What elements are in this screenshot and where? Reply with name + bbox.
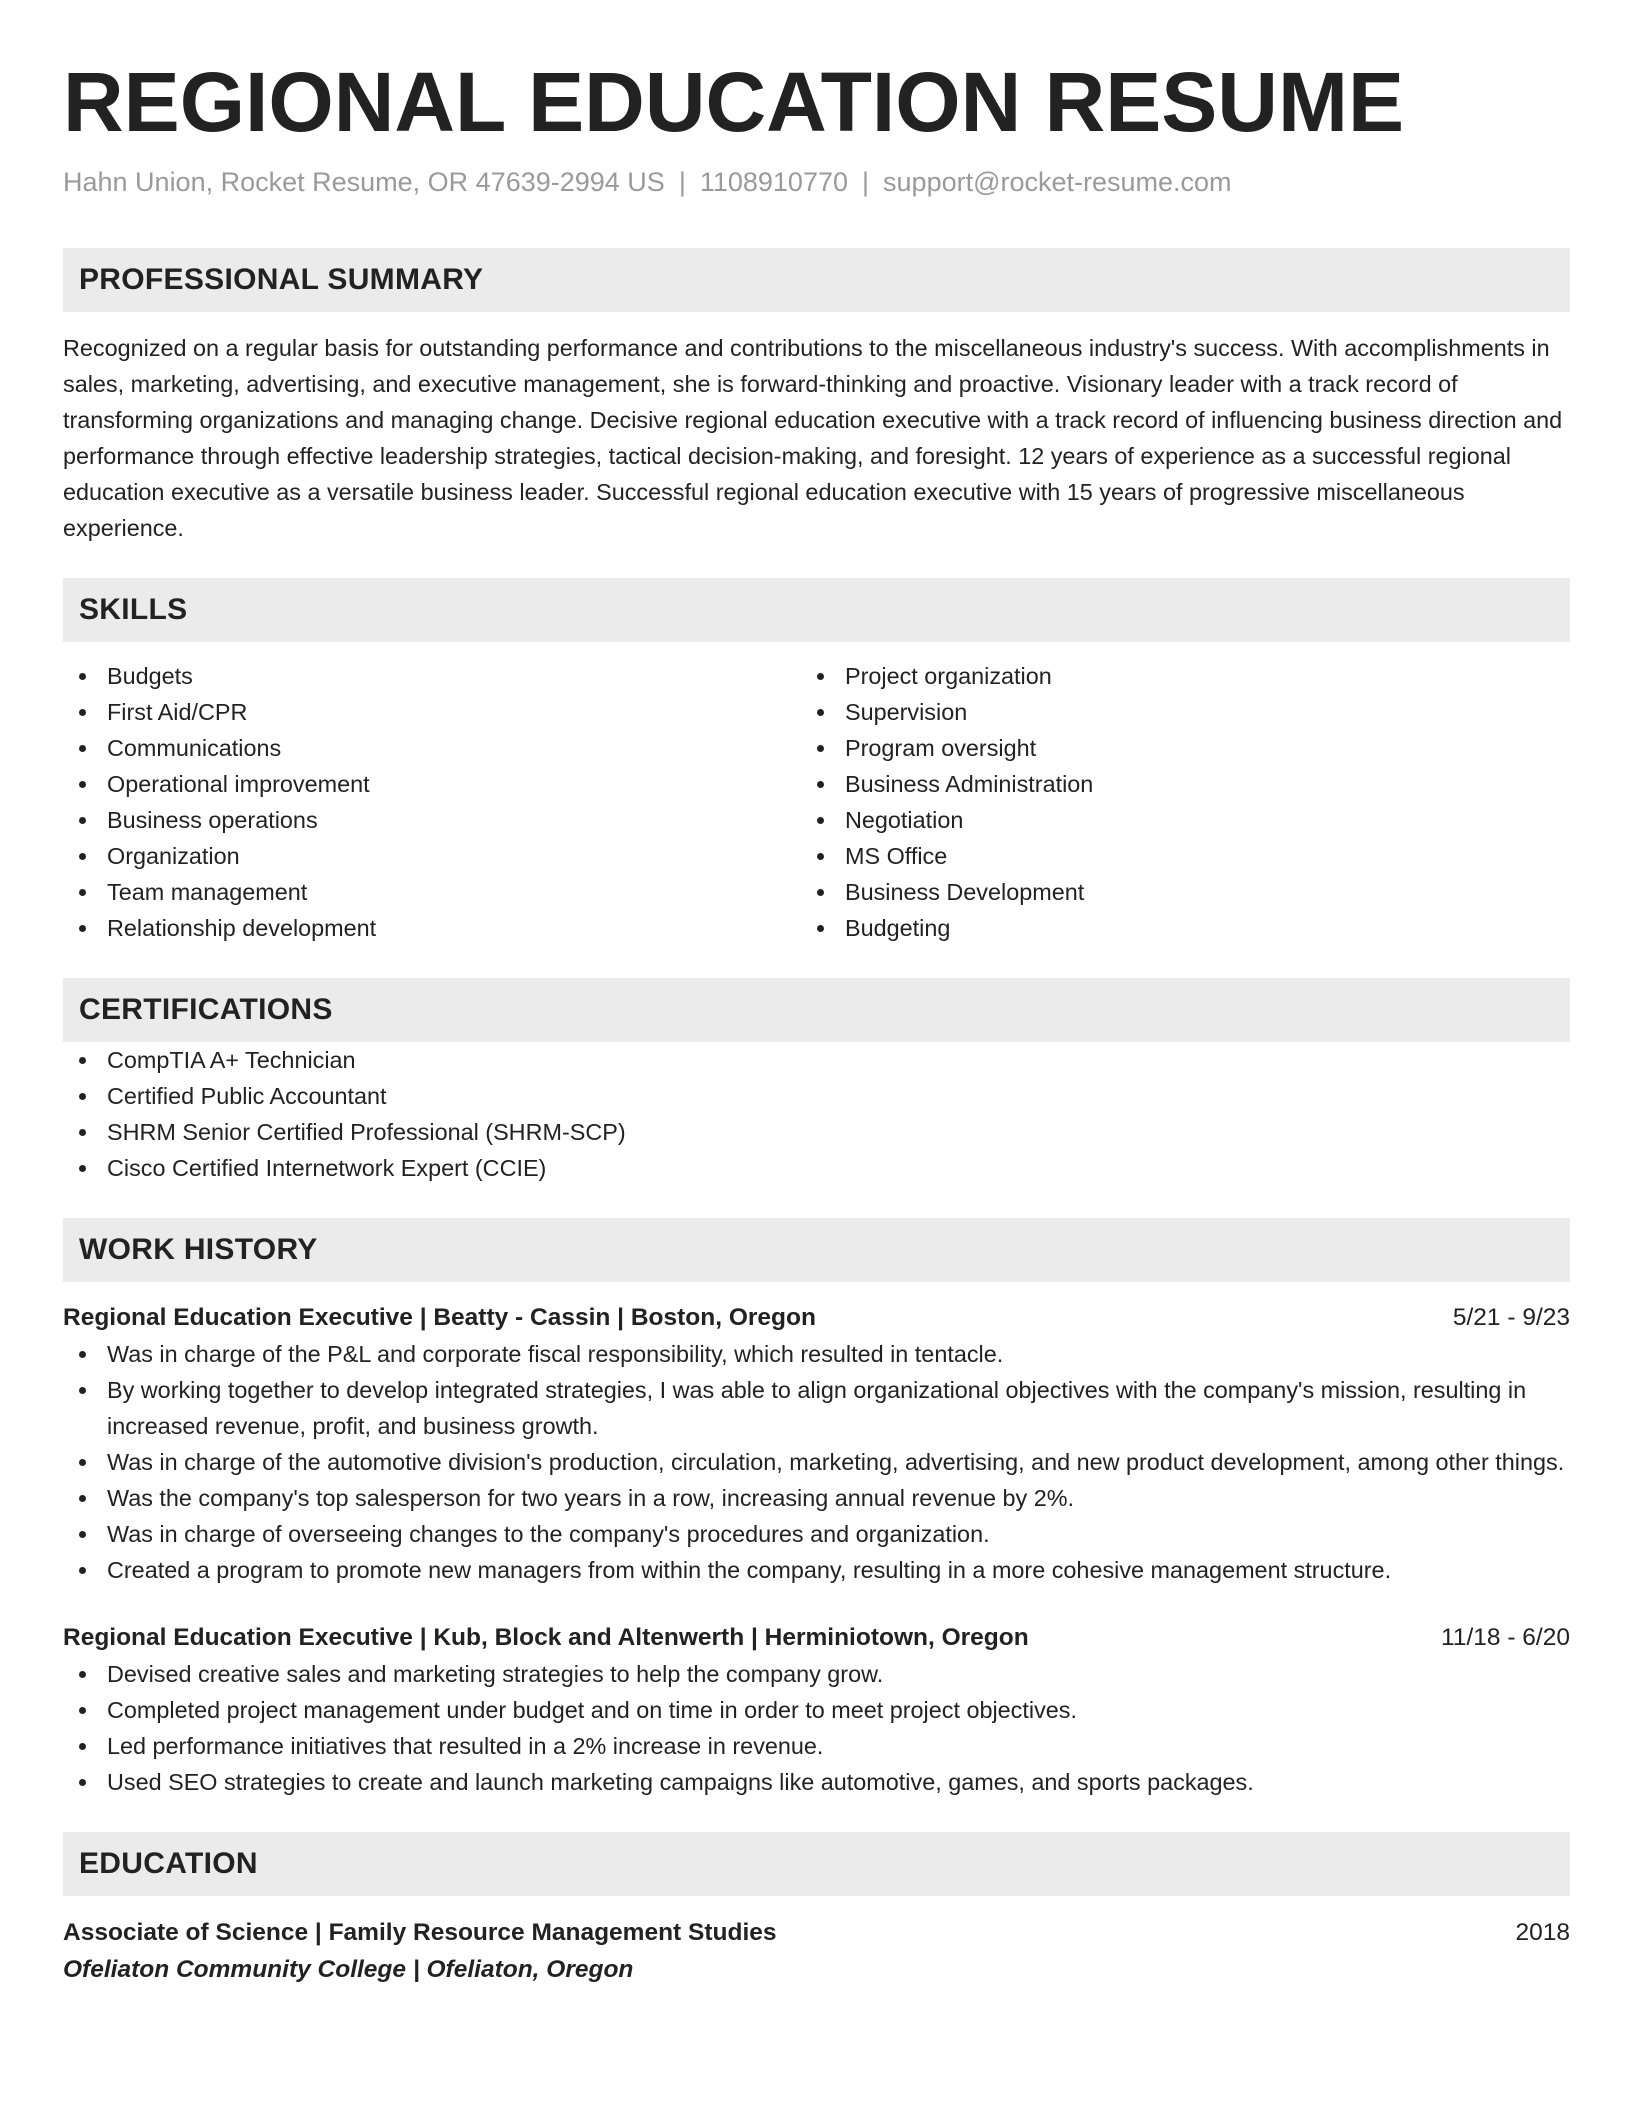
summary-text: Recognized on a regular basis for outstanding performance and contributions to the miscellaneous industry's success. With accomplishments in sales, marketing, advertising, and executive management, she is forward-thinking and proactive. Visionary leader with a track record of transforming organizations and managing change. Decisive regional education executive with a track record of influencing business direction and performance through effective leadership strategies, tactical decision-making, and foresight. 12 years of experience as a successful regional education executive as a versatile business leader. Successful regional education executive with 15 years of progressive miscellaneous experience. — [63, 335, 1563, 541]
job-bullet: Used SEO strategies to create and launch marketing campaigns like automotive, games, and sports packages. — [63, 1764, 1570, 1800]
skill-item: Supervision — [801, 694, 1539, 730]
skills-column-right — [801, 658, 1539, 946]
job-heading: Regional Education Executive | Kub, Block and Altenwerth | Herminiotown, Oregon — [63, 1624, 1029, 1651]
contact-line — [63, 164, 1570, 200]
skill-item: Business Development — [801, 874, 1539, 910]
skills-grid — [63, 658, 1570, 946]
skills-section-header: SKILLS — [63, 578, 1570, 642]
skills-list-left — [63, 658, 801, 946]
skill-item: Organization — [63, 838, 801, 874]
certification-item: SHRM Senior Certified Professional (SHRM-SCP) — [63, 1114, 1570, 1150]
job-bullet: Devised creative sales and marketing strategies to help the company grow. — [63, 1656, 1570, 1692]
certifications-list — [63, 1042, 1570, 1186]
skill-item: First Aid/CPR — [63, 694, 801, 730]
education-school: Ofeliaton Community College | Ofeliaton, Oregon — [63, 1956, 634, 1983]
skill-item: Budgeting — [801, 910, 1539, 946]
skill-item: Relationship development — [63, 910, 801, 946]
job-entry — [63, 1300, 1570, 1588]
contact-email: support@rocket-resume.com — [883, 167, 1232, 197]
education-year: 2018 — [1515, 1919, 1570, 1946]
summary-section-header: PROFESSIONAL SUMMARY — [63, 248, 1570, 312]
skill-item: Negotiation — [801, 802, 1539, 838]
job-dates: 11/18 - 6/20 — [1441, 1624, 1570, 1651]
skill-item: Communications — [63, 730, 801, 766]
certification-item: CompTIA A+ Technician — [63, 1042, 1570, 1078]
work-history-section-header: WORK HISTORY — [63, 1218, 1570, 1282]
skill-item: Operational improvement — [63, 766, 801, 802]
certification-item: Cisco Certified Internetwork Expert (CCIE) — [63, 1150, 1570, 1186]
contact-phone: 1108910770 — [699, 167, 849, 197]
contact-separator: | — [862, 167, 870, 197]
education-degree: Associate of Science | Family Resource Management Studies — [63, 1919, 777, 1946]
skill-item: MS Office — [801, 838, 1539, 874]
skill-item: Project organization — [801, 658, 1539, 694]
skill-item: Team management — [63, 874, 801, 910]
skill-item: Business operations — [63, 802, 801, 838]
job-bullet: Was in charge of overseeing changes to the company's procedures and organization. — [63, 1516, 1570, 1552]
certifications-section-header: CERTIFICATIONS — [63, 978, 1570, 1042]
contact-address: Hahn Union, Rocket Resume, OR 47639-2994 US — [63, 167, 665, 197]
job-entry — [63, 1620, 1570, 1800]
job-heading-row — [63, 1300, 1570, 1336]
job-bullet: Was in charge of the automotive division's production, circulation, marketing, advertising, and new product development, among other things. — [63, 1444, 1570, 1480]
education-entry — [63, 1914, 1570, 1988]
skills-column-left — [63, 658, 801, 946]
contact-separator: | — [678, 167, 686, 197]
job-heading: Regional Education Executive | Beatty - Cassin | Boston, Oregon — [63, 1304, 816, 1331]
job-bullet: Led performance initiatives that resulted in a 2% increase in revenue. — [63, 1728, 1570, 1764]
job-bullet: By working together to develop integrated strategies, I was able to align organizational objectives with the company's mission, resulting in increased revenue, profit, and business growth. — [63, 1372, 1570, 1444]
job-bullet-list — [63, 1336, 1570, 1588]
job-bullet: Was the company's top salesperson for two years in a row, increasing annual revenue by 2%. — [63, 1480, 1570, 1516]
job-bullet: Created a program to promote new managers from within the company, resulting in a more cohesive management structure. — [63, 1552, 1570, 1588]
job-bullet: Completed project management under budget and on time in order to meet project objectives. — [63, 1692, 1570, 1728]
education-heading-row — [63, 1914, 1570, 1952]
education-section-header: EDUCATION — [63, 1832, 1570, 1896]
skill-item: Budgets — [63, 658, 801, 694]
certification-item: Certified Public Accountant — [63, 1078, 1570, 1114]
resume-title: REGIONAL EDUCATION RESUME — [63, 55, 1404, 149]
job-heading-row — [63, 1620, 1570, 1656]
skills-list-right — [801, 658, 1539, 946]
job-bullet-list — [63, 1656, 1570, 1800]
job-bullet: Was in charge of the P&L and corporate fiscal responsibility, which resulted in tentacle. — [63, 1336, 1570, 1372]
skill-item: Program oversight — [801, 730, 1539, 766]
skill-item: Business Administration — [801, 766, 1539, 802]
job-dates: 5/21 - 9/23 — [1452, 1304, 1570, 1331]
